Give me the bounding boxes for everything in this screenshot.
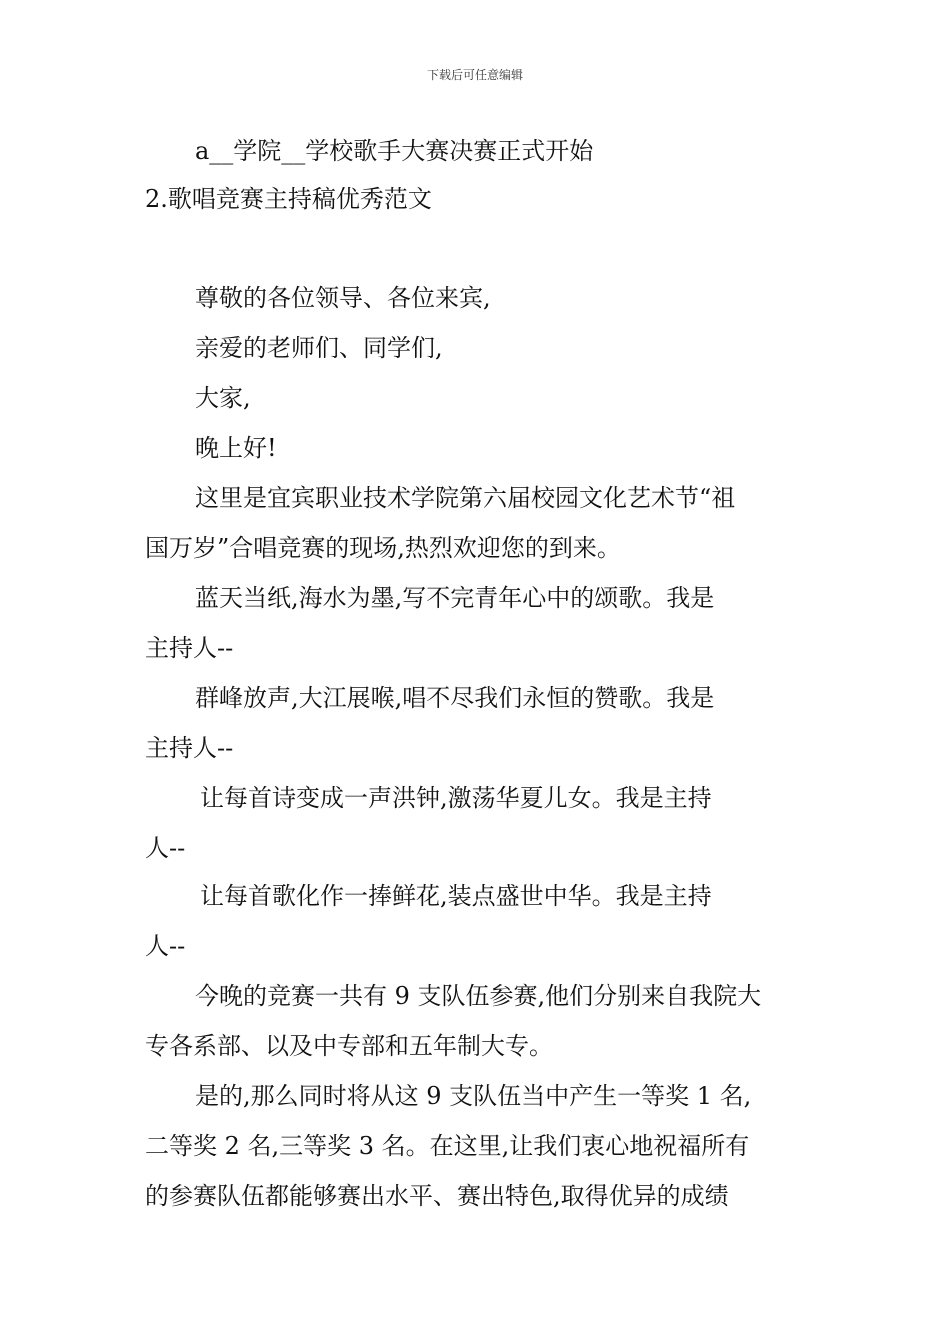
event-line: a__学院__学校歌手大赛决赛正式开始 — [195, 137, 594, 165]
page-header-note: 下载后可任意编辑 — [426, 68, 523, 82]
paragraph-line: 二等奖 2 名,三等奖 3 名。在这里,让我们衷心地祝福所有 — [145, 1132, 750, 1160]
greeting-line: 亲爱的老师们、同学们, — [195, 334, 443, 362]
section-heading: 2.歌唱竞赛主持稿优秀范文 — [145, 185, 432, 213]
paragraph-line: 让每首歌化作一捧鲜花,装点盛世中华。我是主持 — [200, 882, 712, 910]
paragraph-line: 专各系部、以及中专部和五年制大专。 — [145, 1032, 553, 1060]
paragraph-line: 是的,那么同时将从这 9 支队伍当中产生一等奖 1 名, — [195, 1082, 752, 1110]
paragraph-line: 主持人-- — [145, 634, 234, 662]
paragraph-line: 的参赛队伍都能够赛出水平、赛出特色,取得优异的成绩 — [145, 1182, 729, 1210]
greeting-line: 大家, — [195, 384, 251, 412]
paragraph-line: 人-- — [145, 834, 186, 862]
paragraph-line: 这里是宜宾职业技术学院第六届校园文化艺术节“祖 — [195, 484, 736, 512]
paragraph-line: 主持人-- — [145, 734, 234, 762]
greeting-line: 尊敬的各位领导、各位来宾, — [195, 284, 491, 312]
paragraph-line: 国万岁”合唱竞赛的现场,热烈欢迎您的到来。 — [145, 534, 621, 562]
greeting-line: 晚上好! — [195, 434, 277, 462]
paragraph-line: 让每首诗变成一声洪钟,激荡华夏儿女。我是主持 — [200, 784, 712, 812]
paragraph-line: 群峰放声,大江展喉,唱不尽我们永恒的赞歌。我是 — [195, 684, 715, 712]
paragraph-line: 蓝天当纸,海水为墨,写不完青年心中的颂歌。我是 — [195, 584, 715, 612]
paragraph-line: 人-- — [145, 932, 186, 960]
paragraph-line: 今晚的竞赛一共有 9 支队伍参赛,他们分别来自我院大 — [195, 982, 762, 1010]
